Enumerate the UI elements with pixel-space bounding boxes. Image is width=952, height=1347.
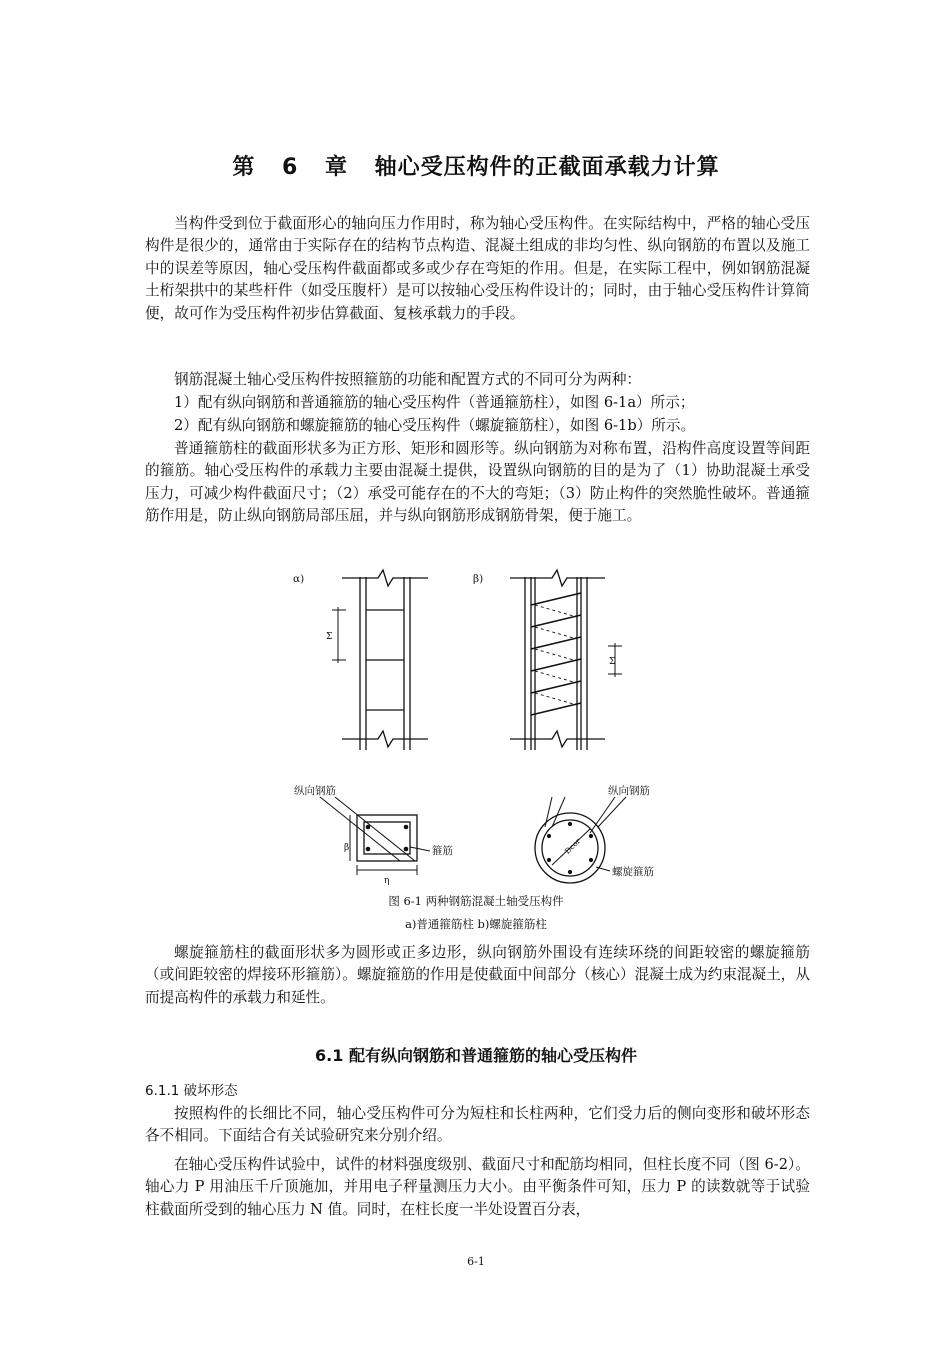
label-longitudinal-bar-a: 纵向钢筋 [294, 785, 336, 797]
dim-s-a: Σ [326, 632, 333, 642]
paragraph-intro: 当构件受到位于截面形心的轴向压力作用时，称为轴心受压构件。在实际结构中，严格的轴心受压构件是很少的，通常由于实际存在的结构节点构造、混凝土组成的非均匀性、纵向钢筋的布置以及施工中的误差等原因，轴心受压构件截面都或多或少存在弯矩的作用。但是，在实际工程中，例如钢筋混凝土桁架拱中的某些杆件（如受压腹杆）是可以按轴心受压构件设计的；同时，由于轴心受压构件计算简便，故可作为受压构件初步估算截面、复核承载力的手段。 [145, 215, 810, 322]
spiral-column-elevation [510, 570, 622, 750]
label-a: α) [293, 573, 305, 585]
page-number: 6-1 [467, 1255, 485, 1268]
subsection-title: 6.1.1 破坏形态 [145, 1083, 238, 1099]
dim-dcor: Dcor [562, 836, 583, 856]
paragraph-type-1: 1）配有纵向钢筋和普通箍筋的轴心受压构件（普通箍筋柱），如图 6-1a）所示； [174, 394, 695, 411]
dim-h: η [384, 876, 390, 885]
label-spiral-stirrup: 螺旋箍筋 [612, 866, 654, 878]
tied-column-section [320, 797, 430, 875]
figure-caption: 图 6-1 两种钢筋混凝土轴受压构件 [388, 894, 564, 908]
paragraph-types: 钢筋混凝土轴心受压构件按照箍筋的功能和配置方式的不同可分为两种： [174, 371, 642, 388]
dim-b: β [344, 843, 350, 853]
label-b: β) [473, 573, 484, 585]
paragraph-type-2: 2）配有纵向钢筋和螺旋箍筋的轴心受压构件（螺旋箍筋柱），如图 6-1b）所示。 [174, 417, 696, 434]
paragraph-test: 在轴心受压构件试验中，试件的材料强度级别、截面尺寸和配筋均相同，但柱长度不同（图 6-2）。轴心力 P 用油压千斤顶施加，并用电子秤量测压力大小。由平衡条件可知，压力 P 的读数就等于试验柱截面所受到的轴心压力 N 值。同时，在柱长度一半处设置百分表， [145, 1156, 810, 1218]
paragraph-spiral-column: 螺旋箍筋柱的截面形状多为圆形或正多边形，纵向钢筋外围设有连续环绕的间距较密的螺旋箍筋（或间距较密的焊接环形箍筋）。螺旋箍筋的作用是使截面中间部分（核心）混凝土成为约束混凝土，从而提高构件的承载力和延性。 [145, 944, 810, 1006]
dim-s-b: Σ [609, 657, 616, 667]
figure-6-1 [280, 565, 680, 885]
label-longitudinal-bar-b: 纵向钢筋 [608, 785, 650, 797]
chapter-title: 第 6 章 轴心受压构件的正截面承载力计算 [232, 155, 720, 180]
paragraph-failure-intro: 按照构件的长细比不同，轴心受压构件可分为短柱和长柱两种，它们受力后的侧向变形和破坏形态各不相同。下面结合有关试验研究来分别介绍。 [145, 1105, 810, 1145]
figure-subcaption: a)普通箍筋柱 b)螺旋箍筋柱 [405, 917, 547, 931]
paragraph-tied-column: 普通箍筋柱的截面形状多为正方形、矩形和圆形等。纵向钢筋为对称布置，沿构件高度设置等间距的箍筋。轴心受压构件的承载力主要由混凝土提供，设置纵向钢筋的目的是为了（1）协助混凝土承受压力，可减少构件截面尺寸；（2）承受可能存在的不大的弯矩；（3）防止构件的突然脆性破坏。普通箍筋作用是，防止纵向钢筋局部压屈，并与纵向钢筋形成钢筋骨架，便于施工。 [145, 440, 810, 525]
section-title: 6.1 配有纵向钢筋和普通箍筋的轴心受压构件 [315, 1046, 637, 1065]
reinforcing-bars [366, 822, 593, 874]
label-stirrup: 箍筋 [432, 845, 453, 857]
tied-column-elevation [332, 570, 428, 750]
